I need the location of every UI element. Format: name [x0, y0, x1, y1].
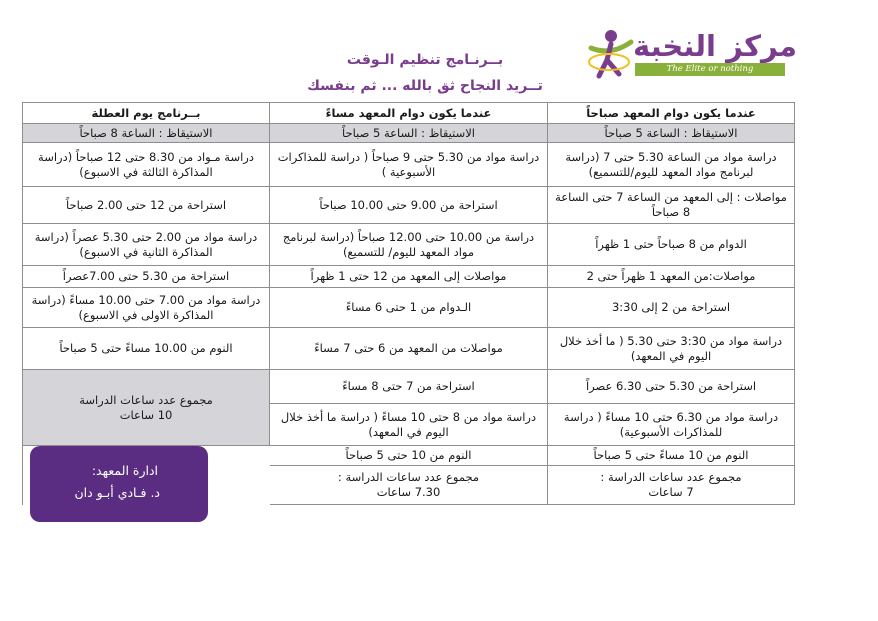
- schedule-cell: النوم من 10 حتى 5 صباحاً: [270, 446, 548, 466]
- schedule-cell: النوم من 10 مساءً حتى 5 صباحاً: [548, 446, 795, 466]
- schedule-cell: دراسة مواد من 6.30 حتى 10 مساءً ( دراسة للمذاكرات الأسبوعية): [548, 404, 795, 446]
- schedule-cell: النوم من 10.00 مساءً حتى 5 صباحاً: [23, 328, 270, 370]
- schedule-cell: دراسة مواد من 7.00 حتى 10.00 مساءً (دراسة المذاكرة الاولى في الاسبوع): [23, 288, 270, 328]
- schedule-cell: دراسة مـواد من 8.30 حتى 12 صباحاً (دراسة المذاكرة الثالثة في الاسبوع): [23, 143, 270, 187]
- page-title: بــرنـامج تنظيم الـوقت: [346, 52, 504, 68]
- schedule-cell: دراسة مواد من 8 حتى 10 مساءً ( دراسة ما أخذ خلال اليوم في المعهد): [270, 404, 548, 446]
- admin-label: ادارة المعهد:: [91, 463, 158, 478]
- schedule-cell: دراسة من 10.00 حتى 12.00 صباحاً (دراسة لبرنامج مواد المعهد لليوم/ للتسميع): [270, 224, 548, 266]
- total-label: مجموع عدد ساعات الدراسة :: [337, 470, 480, 484]
- logo-title: مركز النخبة: [633, 29, 797, 63]
- schedule-cell: مواصلات : إلى المعهد من الساعة 7 حتى الساعة 8 صباحاً: [548, 187, 795, 224]
- total-label: مجموع عدد ساعات الدراسة: [79, 392, 213, 407]
- schedule-cell: دراسة مواد من 3:30 حتى 5.30 ( ما أخذ خلال اليوم في المعهد): [548, 328, 795, 370]
- wake-cell: الاستيقاظ : الساعة 8 صباحاً: [23, 124, 270, 143]
- schedule-cell: مواصلات إلى المعهد من 12 حتى 1 ظهراً: [270, 266, 548, 288]
- admin-box: [30, 446, 208, 522]
- schedule-cell: استراحة من 5.30 حتى 6.30 عصراً: [548, 370, 795, 404]
- total-cell: [23, 370, 270, 446]
- total-cell: [548, 466, 795, 505]
- schedule-cell: دراسة مواد من 2.00 حتى 5.30 عصراً (دراسة المذاكرة الثانية في الاسبوع): [23, 224, 270, 266]
- schedule-cell: مواصلات:من المعهد 1 ظهراً حتى 2: [548, 266, 795, 288]
- wake-cell: الاستيقاظ : الساعة 5 صباحاً: [270, 124, 548, 143]
- total-value: 7.30 ساعات: [376, 485, 441, 499]
- total-cell: [270, 466, 548, 505]
- column-header: بــرنامج يوم العطلة: [23, 103, 270, 124]
- schedule-table: [22, 102, 795, 505]
- page-subtitle: تــريد النجاح ثق بالله ... ثم بنفسك: [307, 78, 543, 94]
- schedule-cell: استراحة من 12 حتى 2.00 صباحاً: [23, 187, 270, 224]
- schedule-cell: استراحة من 7 حتى 8 مساءً: [270, 370, 548, 404]
- wake-cell: الاستيقاظ : الساعة 5 صباحاً: [548, 124, 795, 143]
- schedule-cell: استراحة من 5.30 حتى 7.00عصراً: [23, 266, 270, 288]
- schedule-cell: الـدوام من 1 حتى 6 مساءً: [270, 288, 548, 328]
- schedule-cell: مواصلات من المعهد من 6 حتى 7 مساءً: [270, 328, 548, 370]
- total-value: 10 ساعات: [119, 407, 173, 422]
- logo-tagline: The Elite or nothing: [635, 63, 785, 76]
- admin-name: د. فـادي أبـو دان: [74, 485, 160, 500]
- total-label: مجموع عدد ساعات الدراسة :: [600, 470, 742, 484]
- schedule-cell: دراسة مواد من الساعة 5.30 حتى 7 (دراسة لبرنامج مواد المعهد لليوم/للتسميع): [548, 143, 795, 187]
- column-header: عندما يكون دوام المعهد مساءً: [270, 103, 548, 124]
- schedule-cell: استراحة من 9.00 حتى 10.00 صباحاً: [270, 187, 548, 224]
- column-header: عندما يكون دوام المعهد صباحاً: [548, 103, 795, 124]
- total-value: 7 ساعات: [648, 485, 694, 499]
- schedule-cell: الدوام من 8 صباحاً حتى 1 ظهراً: [548, 224, 795, 266]
- schedule-cell: استراحة من 2 إلى 3:30: [548, 288, 795, 328]
- schedule-cell: دراسة مواد من 5.30 حتى 9 صباحاً ( دراسة للمذاكرات الأسبوعية ): [270, 143, 548, 187]
